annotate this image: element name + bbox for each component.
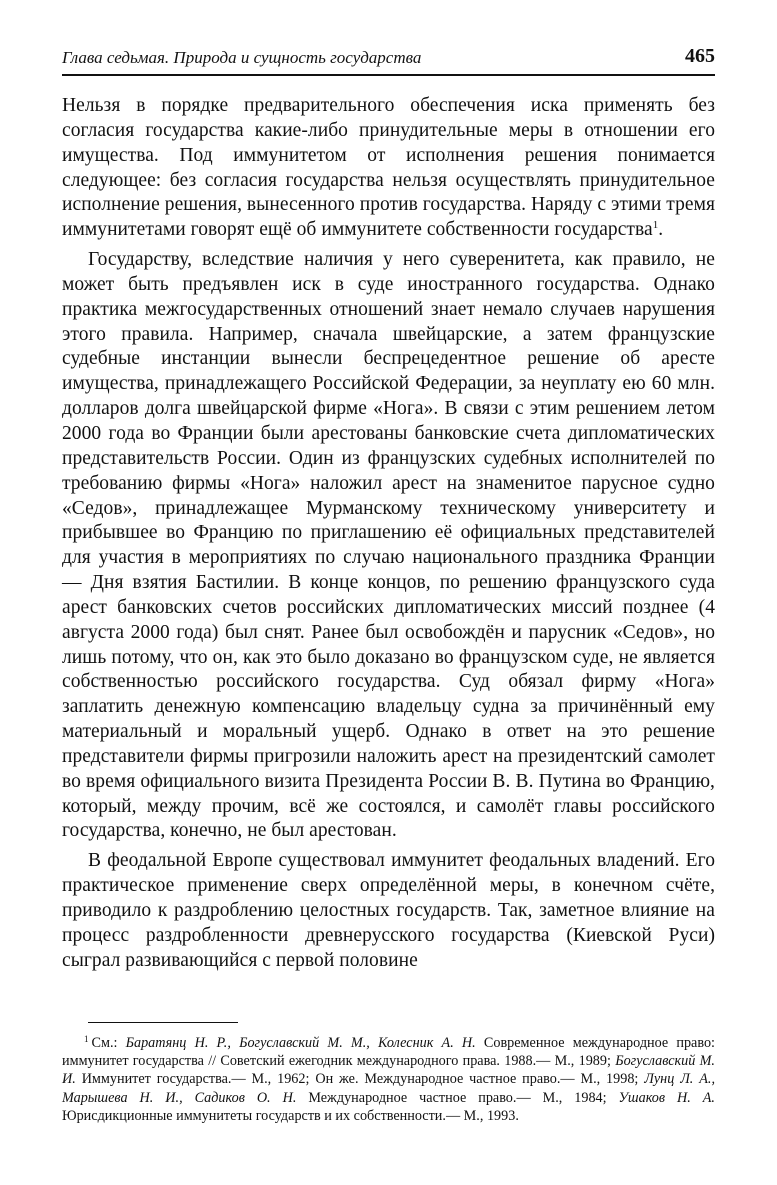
footnote-part: Юрисдикционные иммунитеты государств и их собственности.— М., 1993. xyxy=(62,1107,519,1124)
footnote-part: Международное частное право.— М., 1984; xyxy=(296,1089,619,1106)
paragraph-1: Нельзя в порядке предварительного обеспечения иска применять без согласия государства какие-либо принудительные меры в отношении его имущества. Под иммунитетом от исполнения решения понимается следующее: без согласия государства нельзя осуществлять принудительное исполнение решения, вынесенного против государства. Наряду с этими тремя иммунитетами говорят ещё об иммунитете собственности государства$^1$. xyxy=(62,95,715,241)
footnote-rule xyxy=(88,1022,238,1023)
footnote-authors: Баратянц Н. Р., Богуславский М. М., Колесник А. Н. xyxy=(125,1035,476,1051)
paragraph-1-text: Нельзя в порядке предварительного обеспечения иска применять без согласия государства какие-либо принудительные меры в отношении его имущества. Под иммунитетом от исполнения решения понимается следующее: без согласия государства нельзя осуществлять принудительное исполнение решения, вынесенного против государства. Наряду с этими тремя иммунитетами говорят ещё об иммунитете собственности государства xyxy=(62,95,715,241)
page-header xyxy=(62,40,715,80)
page-number: 465 xyxy=(685,45,715,67)
paragraph-2: Государству, вследствие наличия у него суверенитета, как правило, не может быть предъявлен иск в суде иностранного государства. Однако практика межгосударственных отношений знает немало случаев нарушения этого правила. Например, сначала швейцарские, а затем французские судебные инстанции вынесли беспрецедентное решение об аресте имущества, принадлежащего Российской Федерации, за неуплату ею 60 млн. долларов долга швейцарской фирме «Нога». В связи с этим решением летом 2000 года во Франции были арестованы банковские счета дипломатических представительств России. Один из французских судебных исполнителей по требованию фирмы «Нога» наложил арест на знаменитое парусное судно «Седов», принадлежащее Мурманскому техническому университету и прибывшее во Францию по приглашению её официальных представителей для участия в мероприятиях по случаю национального праздника Франции — Дня взятия Бастилии. В конце концов, по решению французского суда арест банковских счетов российских дипломатических миссий позднее (4 августа 2000 года) был снят. Ранее был освобождён и парусник «Седов», но лишь потому, что он, как это было доказано во французском суде, не является собственностью российского государства. Суд обязал фирму «Нога» заплатить денежную компенсацию владельцу судна за причинённый ему материальный и моральный ущерб. Однако в ответ на это решение представители фирмы пригрозили наложить арест на президентский самолет во время официального визита Президента России В. В. Путина во Францию, который, между прочим, всё же состоялся, и самолёт главы российского государства, конечно, не был арестован. xyxy=(62,249,715,842)
footnote-authors: Ушаков Н. А. xyxy=(618,1089,715,1106)
paragraph-3: В феодальной Европе существовал иммунитет феодальных владений. Его практическое применение сверх определённой меры, в конечном счёте, приводило к раздроблению целостных государств. Так, заметное влияние на процесс раздробленности древнерусского государства (Киевской Руси) сыграл развивающийся с первой половине xyxy=(62,850,715,971)
footnote-part: Современное международное право: иммунитет государства // Советский ежегодник международного права. 1988.— М., 1989; xyxy=(62,1035,715,1070)
footnote xyxy=(62,1030,715,1125)
running-head: Глава седьмая. Природа и сущность государства xyxy=(62,48,422,67)
main-text xyxy=(62,94,715,979)
footnote-authors: Богуславский М. И. xyxy=(62,1053,715,1088)
footnote-part: Иммунитет государства.— М., 1962; Он же. Международное частное право.— М., 1998; xyxy=(75,1071,645,1088)
footnote-mark: 1 xyxy=(84,1034,89,1044)
footnote-reference: 1 xyxy=(652,219,659,232)
header-rule xyxy=(62,74,715,76)
footnote-part: См.: xyxy=(91,1035,126,1051)
footnote-authors: Лунц Л. А., Марышева Н. И., Садиков О. Н. xyxy=(62,1071,715,1106)
